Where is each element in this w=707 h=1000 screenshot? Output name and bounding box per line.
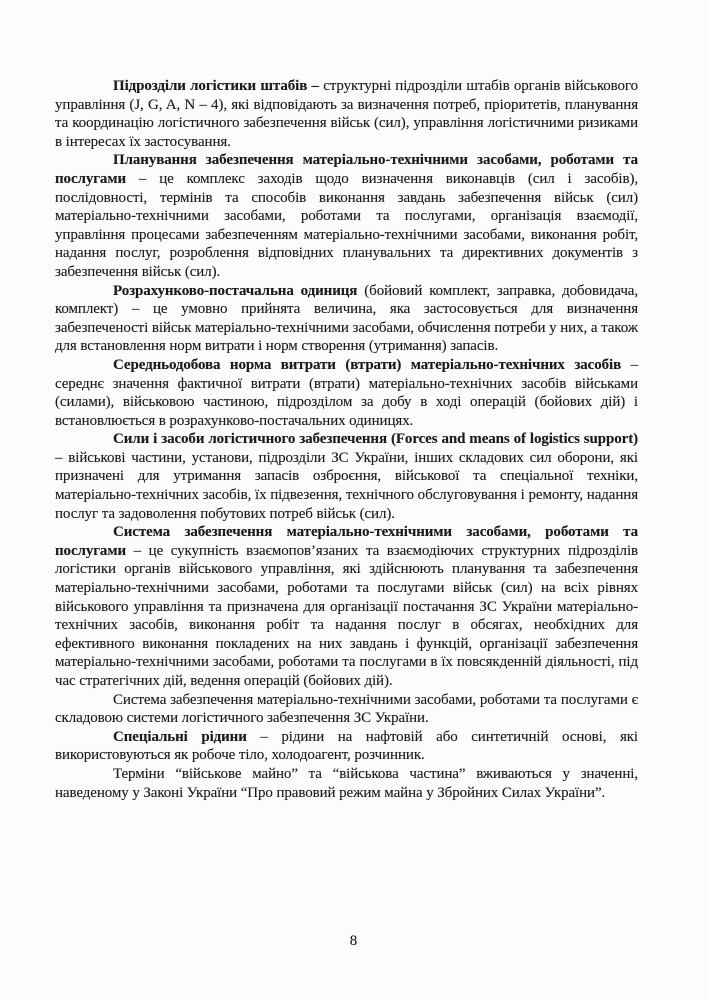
paragraph: Середньодобова норма витрати (втрати) матеріально-технічних засобів – середнє значення фактичної витрати (втрати) матеріально-технічних засобів військами (силами), військовою частиною, підрозділом за добу в ході операцій (бойових дій) і встановлюється в розрахунково-постачальних одиницях.	[55, 356, 638, 429]
definition-term: Підрозділи логістики штабів –	[113, 78, 324, 94]
paragraph: Підрозділи логістики штабів – структурні підрозділи штабів органів військового управління (J, G, A, N – 4), які відповідають за визначення потреб, пріоритетів, планування та координацію логістичного забезпечення військ (сил), управління логістичними ризиками в інтересах їх застосування.	[55, 78, 639, 150]
paragraph: Планування забезпечення матеріально-технічними засобами, роботами та послугами – це комплекс заходів щодо визначення виконавців (сил і засобів), послідовності, термінів та способів виконання завдань забезпечення військ (сил) матеріально-технічними засобами, роботами та послугами, організація взаємодії, управління процесами забезпеченням матеріально-технічними засобами, виконання робіт, надання послуг, розроблення відповідних планувальних та директивних документів з забезпечення військ (сил).	[55, 152, 638, 280]
definition-term: Планування забезпечення матеріально-технічними засобами, роботами та послугами	[55, 152, 638, 187]
page-number: 8	[349, 933, 358, 949]
definition-term: Середньодобова норма витрати (втрати) матеріально-технічних засобів	[113, 356, 622, 373]
definition-term: Сили і засоби логістичного забезпечення (Forces and means of logistics support)	[113, 431, 638, 448]
paragraph: Сили і засоби логістичного забезпечення (Forces and means of logistics support) – військові частини, установи, підрозділи ЗС України, інших складових сил оборони, які призначені для утримання запасів озброєння, військової та спеціальної техніки, матеріально-технічних засобів, їх підвезення, технічного обслуговування і ремонту, надання послуг та задоволення побутових потреб військ (сил).	[55, 431, 638, 522]
definition-term: Розрахунково-постачальна одиниця	[113, 282, 358, 299]
paragraph: Розрахунково-постачальна одиниця (бойовий комплект, заправка, добовидача, комплект) – це умовно прийнята величина, яка застосовується для визначення забезпеченості військ матеріально-технічними засобами, обчислення потреби у них, а також для встановлення норм витрати і норм створення (утримання) запасів.	[55, 282, 639, 355]
definition-term: Спеціальні рідини	[113, 728, 247, 745]
paragraph: Система забезпечення матеріально-технічними засобами, роботами та послугами – це сукупність взаємопов’язаних та взаємодіючих структурних підрозділів логістики органів військового управління, які здійснюють планування та забезпечення матеріально-технічними засобами, роботами та послугами військ (сил) на всіх рівнях військового управління та призначена для організації постачання ЗС України матеріально-технічних засобів, виконання робіт та надання послуг в обсягах, необхідних для ефективного виконання покладених на них завдань і функцій, організації забезпечення матеріально-технічними засобами, роботами та послугами в їх повсякденній діяльності, під час стратегічних дій, ведення операцій (бойових дій).	[55, 524, 638, 689]
paragraph: Спеціальні рідини – рідини на нафтовій або синтетичній основі, які використовуються як робоче тіло, холодоагент, розчинник.	[55, 728, 639, 764]
paragraph: Терміни “військове майно” та “військова частина” вживаються у значенні, наведеному у Законі України “Про правовий режим майна у Збройних Силах України”.	[55, 765, 638, 801]
paragraph: Система забезпечення матеріально-технічними засобами, роботами та послугами є складовою системи логістичного забезпечення ЗС України.	[55, 691, 638, 727]
document-body	[55, 77, 638, 802]
definition-term: Система забезпечення матеріально-технічними засобами, роботами та послугами	[55, 524, 638, 559]
